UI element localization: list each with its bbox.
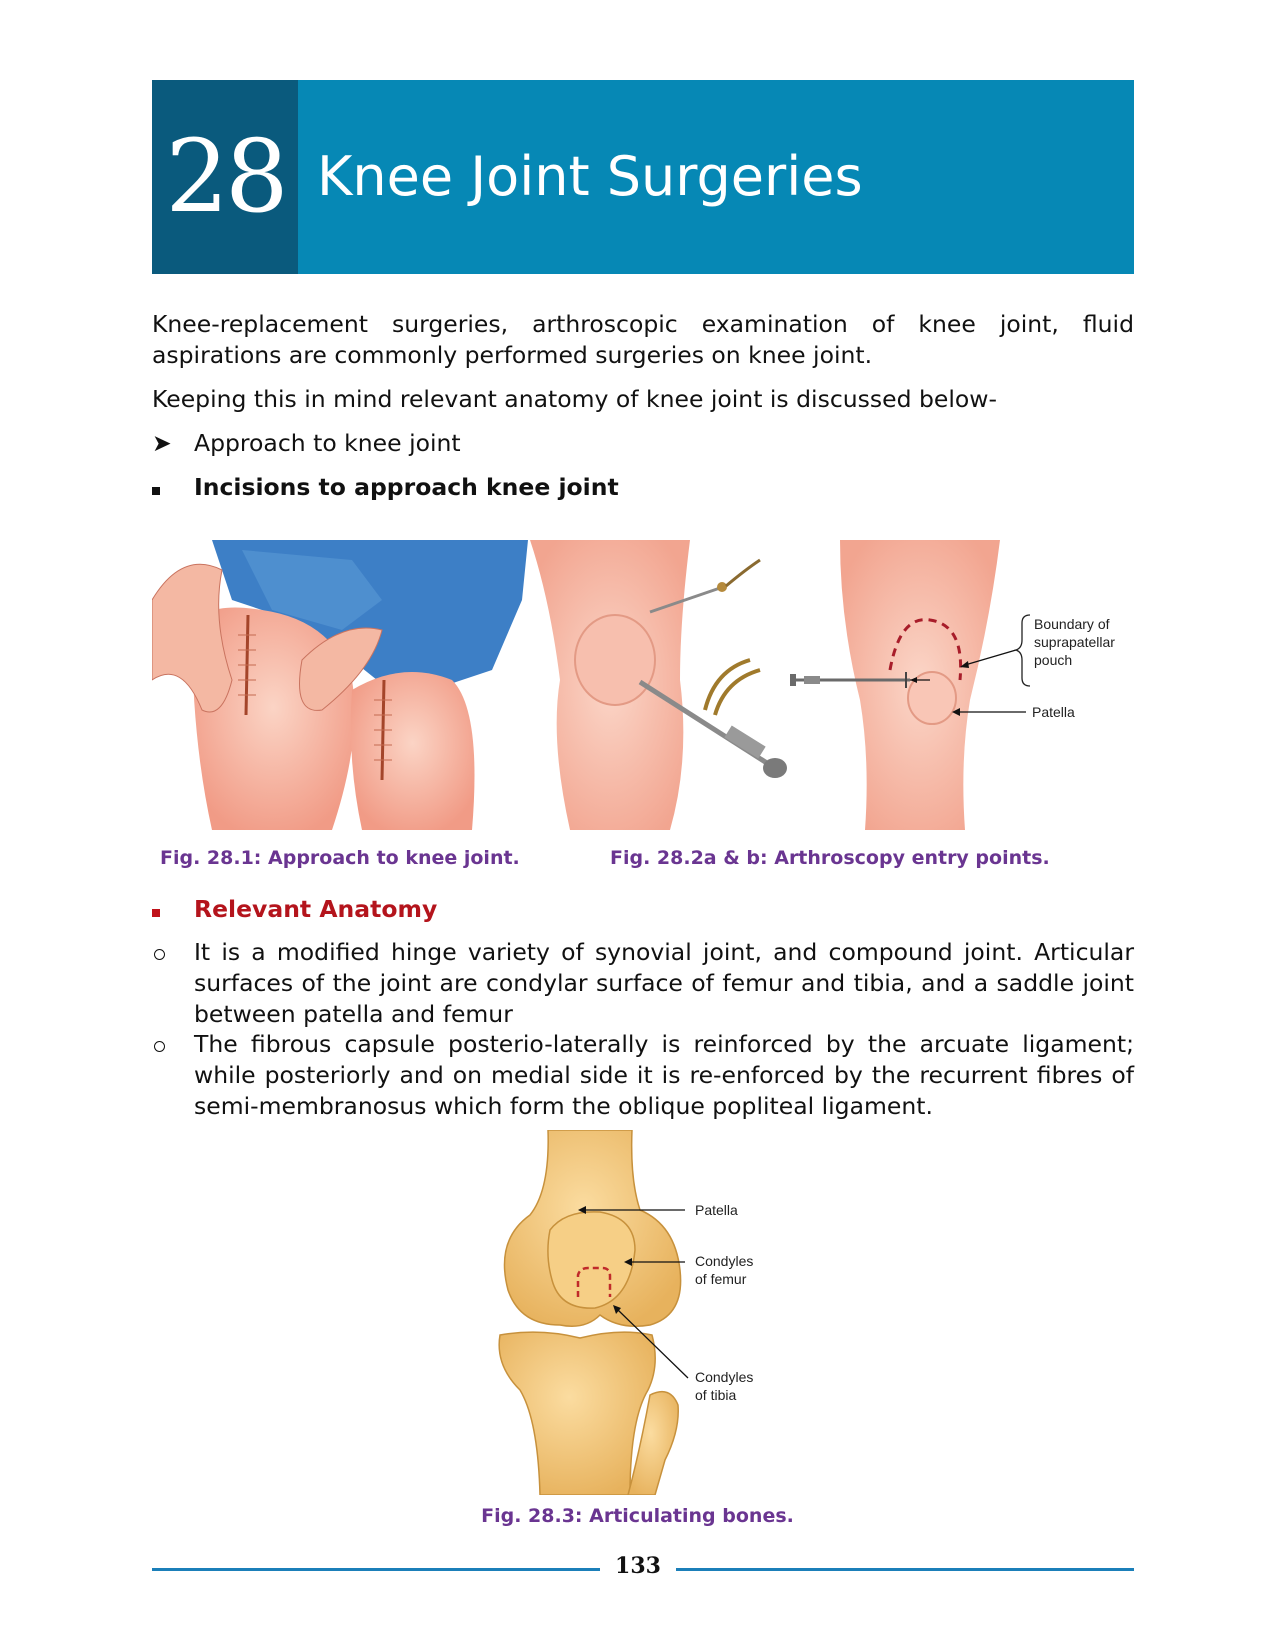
label-tibia-line-2: of tibia bbox=[695, 1387, 737, 1403]
circle-bullet-icon bbox=[152, 937, 182, 968]
label-tibia-line-1: Condyles bbox=[695, 1369, 754, 1385]
label-femur-line-1: Condyles bbox=[695, 1253, 754, 1269]
intro-paragraph-1: Knee-replacement surgeries, arthroscopic examination of knee joint, fluid aspirations are commonly performed surgeries on knee joint. bbox=[152, 310, 1134, 369]
figure-caption-2: Fig. 28.2a & b: Arthroscopy entry points. bbox=[610, 847, 1050, 869]
section-heading: Relevant Anatomy bbox=[194, 895, 438, 923]
arrow-bullet-icon: ➤ bbox=[152, 429, 172, 457]
label-boundary-line-2: suprapatellar bbox=[1034, 634, 1115, 650]
figure-knee-incisions bbox=[152, 540, 528, 830]
square-bullet-icon bbox=[152, 472, 182, 503]
page-number: 133 bbox=[615, 1553, 661, 1579]
intro-paragraph-2: Keeping this in mind relevant anatomy of knee joint is discussed below- bbox=[152, 385, 997, 413]
figure-arthroscopy-a bbox=[530, 540, 790, 830]
footer-rule-left bbox=[152, 1568, 600, 1571]
footer-rule-right bbox=[676, 1568, 1134, 1571]
red-square-bullet-icon bbox=[152, 894, 182, 925]
chapter-number: 28 bbox=[152, 80, 298, 274]
label-patella-fig3: Patella bbox=[695, 1202, 738, 1218]
chapter-title: Knee Joint Surgeries bbox=[317, 145, 863, 208]
label-boundary-line-3: pouch bbox=[1034, 652, 1073, 668]
circle-bullet-icon bbox=[152, 1029, 182, 1060]
figure-caption-3: Fig. 28.3: Articulating bones. bbox=[481, 1505, 794, 1527]
figure-caption-1: Fig. 28.1: Approach to knee joint. bbox=[160, 847, 520, 869]
label-boundary-line-1: Boundary of bbox=[1034, 616, 1110, 632]
figure-articulating-bones bbox=[480, 1130, 810, 1495]
chapter-header bbox=[152, 80, 1134, 274]
figure-arthroscopy-b bbox=[790, 540, 1120, 830]
label-patella-fig2: Patella bbox=[1032, 704, 1075, 720]
label-femur-line-2: of femur bbox=[695, 1271, 747, 1287]
